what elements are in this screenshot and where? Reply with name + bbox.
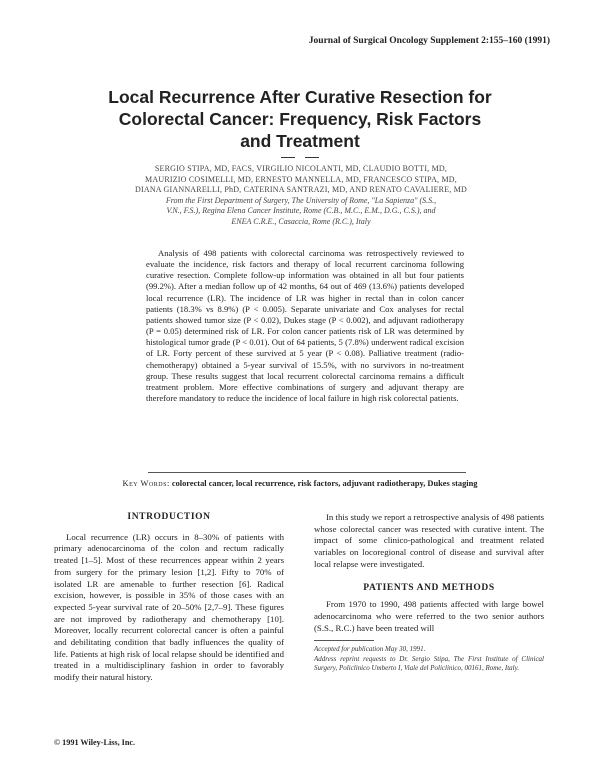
- abstract-text: Analysis of 498 patients with colorectal carcinoma was retrospectively reviewed to evaluate the incidence, risk factors and therapy of local recurrent carcinoma following curative resection. Complete follow-up information was obtained in all but four patients (99.2%). After a median follow up of 42 months, 64 out of 469 (13.6%) patients developed local recurrence (LR). The incidence of LR was higher in rectal than in colon cancer patients (18.3% vs 8.9%) (P < 0.005). Separate univariate and Cox analyses for rectal patients showed tumor size (P < 0.02), Dukes stage (P < 0.002), and adjuvant radiotherapy (P = 0.05) determined risk of LR. For colon cancer patients risk of LR was determined by histological tumor grade (P < 0.01). Out of 64 patients, 5 (7.8%) underwent radical excision of LR. Forty percent of these survived at 5 year (P < 0.08). Palliative treatment (radio-chemotherapy) obtained a 5-year survival of 15.5%, with no survivors in no-treatment group. These results suggest that local recurrent colorectal carcinoma remains a difficult treatment problem. More effective combinations of surgery and adjuvant therapy are therefore mandatory to reduce the incidence of local failure in high risk colorectal patients.: [146, 248, 464, 404]
- footnote-accepted: Accepted for publication May 30, 1991.: [314, 645, 426, 654]
- title-line-3: and Treatment: [240, 131, 360, 151]
- keywords-label: Key Words:: [122, 479, 170, 488]
- keywords: [100, 478, 500, 489]
- left-column: [54, 512, 284, 684]
- affiliation-line-3: ENEA C.R.E., Casaccia, Rome (R.C.), Italy: [231, 216, 371, 226]
- footnote-divider: [314, 640, 374, 641]
- right-column: [314, 512, 544, 673]
- journal-citation: Journal of Surgical Oncology Supplement 2:155–160 (1991): [308, 36, 550, 46]
- author-names-line-1: SERGIO STIPA, MD, FACS, VIRGILIO NICOLANTI, MD, CLAUDIO BOTTI, MD,: [154, 164, 448, 173]
- methods-text: From 1970 to 1990, 498 patients affected with large bowel adenocarcinoma who were referred to the two senior authors (S.S., R.C.) have been treated will: [314, 599, 544, 633]
- title-divider: [281, 157, 319, 158]
- methods-heading: PATIENTS AND METHODS: [363, 582, 495, 593]
- affiliation-line-1: From the First Department of Surgery, The University of Rome, "La Sapienza" (S.S.,: [165, 195, 437, 205]
- title-line-1: Local Recurrence After Curative Resection for: [108, 87, 492, 107]
- author-names-line-2: MAURIZIO COSIMELLI, MD, ERNESTO MANNELLA, MD, FRANCESCO STIPA, MD,: [145, 174, 457, 184]
- keywords-divider: [148, 472, 466, 473]
- introduction-heading: INTRODUCTION: [127, 512, 211, 522]
- title-line-2: Colorectal Cancer: Frequency, Risk Factors: [118, 109, 482, 129]
- copyright: © 1991 Wiley-Liss, Inc.: [54, 738, 136, 747]
- article-title: [60, 86, 540, 152]
- author-block: [118, 164, 484, 228]
- abstract: [146, 248, 464, 404]
- intro-continuation-text: In this study we report a retrospective analysis of 498 patients whose colorectal cancer was resected with curative intent. The impact of some clinico-pathological and treatment related variables on locoregional control of disease and survival after local relapse were investigated.: [314, 512, 544, 569]
- introduction-text: Local recurrence (LR) occurs in 8–30% of patients with primary adenocarcinoma of the colon and rectum radically treated [1–5]. Most of these recurrences appear within 2 years from surgery for the primary lesion [1,2]. Fifty to 70% of isolated LR are amenable to further resection [6]. Radical excision, however, is possible in 35% of those cases with an expected 5-year survival rate of 20–50% [2,7–9]. These figures are not improved by radiotherapy and chemotherapy [10]. Moreover, locally recurrent colorectal cancer is often a painful and debilitating condition that badly influences the quality of life. Patients at high risk of local relapse should be identified and treated in a multidisciplinary fashion in order to favorably modify their natural history.: [54, 531, 284, 683]
- affiliation-line-2: V.N., F.S.), Regina Elena Cancer Institute, Rome (C.B., M.C., E.M., D.G., C.S.), and: [166, 206, 436, 216]
- author-names-line-3: DIANA GIANNARELLI, PhD, CATERINA SANTRAZI, MD, AND RENATO CAVALIERE, MD: [135, 185, 467, 195]
- keywords-text: colorectal cancer, local recurrence, risk factors, adjuvant radiotherapy, Dukes staging: [171, 479, 478, 488]
- methods-section: [314, 583, 544, 635]
- footnote-reprints: Address reprint requests to Dr. Sergio Stipa, The First Institute of Clinical Surgery, Policlinico Umberto I, Viale del Policlinico, 00161, Rome, Italy.: [314, 654, 544, 672]
